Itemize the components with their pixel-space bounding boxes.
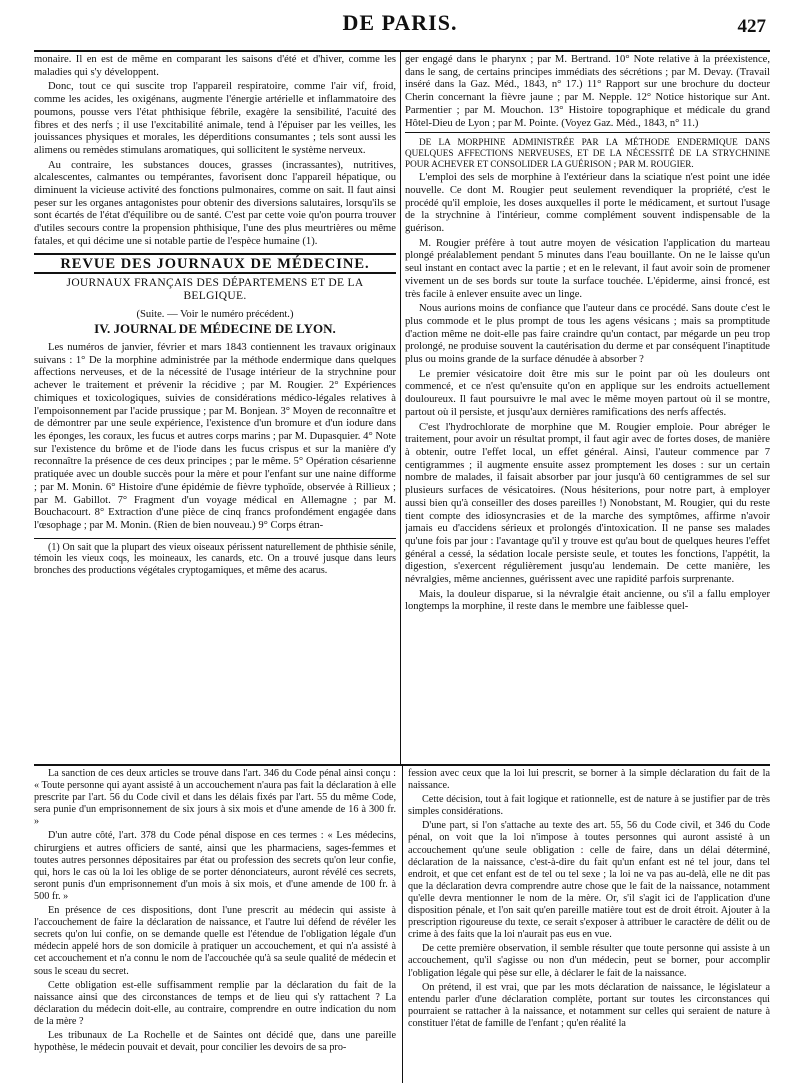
page-number: 427	[737, 16, 766, 37]
paragraph: L'emploi des sels de morphine à l'extérieur dans la sciatique n'est point une idée nouvelle. Ce dont M. Rougier peut seulement revendiquer la propriété, c'est le procédé qu'il emploie, les doses auxquelles il porte le médicament, et surtout l'usage de la strychnine à l'intérieur, comme complément souvent indispensable de la guérison.	[405, 172, 770, 235]
paragraph: M. Rougier préfère à tout autre moyen de vésication l'application du marteau plongé préalablement pendant 5 minutes dans l'eau bouillante. On ne le laisse qu'un seul instant en contact avec la partie ; et en le relevant, il faut avoir soin de promener vivement un de ses bords sur toute la surface touchée. L'épiderme, ainsi froncé, est très facile à enlever ensuite avec un linge.	[405, 237, 770, 300]
paragraph: Au contraire, les substances douces, grasses (incrassantes), nutritives, alcalescentes, calmantes ou tempérantes, favorisent donc l'appareil hépatique, ou diminuent la vicieuse activité des fonctions pulmonaires, comme on sait. Il faut ainsi peser sur les organes antagonistes pour obtenir des diversions salutaires, lorsqu'ils se sont écartés de l'état d'équilibre ou de santé. C'est par cette voie qu'on pourra trouver d'utiles secours contre la propension phthisique, l'une des plus meurtrières ou même fatales, et qui décime une si notable partie de l'espèce humaine (1).	[34, 159, 396, 247]
paragraph: Donc, tout ce qui suscite trop l'appareil respiratoire, comme l'air vif, froid, comme les acides, les oxigénans, augmente l'énergie artérielle et inflammatoire des poumons, pousse vers l'état phthisique fébrile, exagère la sensibilité, l'acuité des fibres et des nerfs ; il use l'excitabilité animale, tend à l'épuiser par les veilles, les jouissances physiques et morales, les déperditions consumantes ; tels sont aussi les alimens ou remèdes stimulans aromatiques, qui sollicitent le système nerveux.	[34, 81, 396, 156]
paragraph: Cette décision, tout à fait logique et rationnelle, est de nature à se justifier par de très simples considérations.	[408, 794, 770, 818]
paragraph: fession avec ceux que la loi lui prescrit, se borner à la simple déclaration du fait de la naissance.	[408, 768, 770, 792]
paragraph: Le premier vésicatoire doit être mis sur le point par où les douleurs ont commencé, et ce n'est qu'ensuite qu'on en applique sur les endroits actuellement douloureux. Il faut poursuivre le mal avec le même moyen partout où il se montre, partout où il persiste, et jusqu'aux dernières ramifications des nerfs affectés.	[405, 368, 770, 418]
header-rule	[34, 50, 770, 52]
right-column	[405, 54, 770, 754]
paragraph: D'une part, si l'on s'attache au texte des art. 55, 56 du Code civil, et 346 du Code pénal, on voit que la loi n'impose à toutes personnes qui auront assisté à un accouchement qu'une seule obligation : celle de faire, dans un délai déterminé, déclaration de la naissance, c'est-à-dire du fait qu'un enfant est né tel jour, dans tel endroit, et que cet enfant est de tel ou tel sexe ; la loi ne va pas au-delà, elle ne dit pas que la déclaration devra comprendre autre chose que le fait de la naissance, notamment qu'elle devra mentionner le nom de la mère. Or, s'il s'agit ici de l'application d'une disposition pénale, et l'on sait qu'en pareille matière tout est de droit étroit. Ajouter à la prescription rigoureuse du texte, ce serait s'exposer à attribuer le caractère de délit ou de crime à des faits que la loi n'aurait pas eus en vue.	[408, 820, 770, 941]
continuation-note: (Suite. — Voir le numéro précédent.)	[136, 308, 294, 320]
paragraph: En présence de ces dispositions, dont l'une prescrit au médecin qui assiste à l'accouchement de faire la déclaration de naissance, et l'autre lui défend de révéler les secrets qu'on lui confie, on se demande quelle est l'étendue de l'obligation légale d'un médecin appelé hors de son domicile à pratiquer un accouchement, et qui n'a assisté à cet accouchement et n'a connu le nom de l'accouchée qu'à sa seule qualité de médecin et sous le sceau du secret.	[34, 905, 396, 977]
column-divider	[400, 52, 401, 764]
paragraph: D'un autre côté, l'art. 378 du Code pénal dispose en ces termes : « Les médecins, chirurgiens et autres officiers de santé, ainsi que les pharmaciens, sages-femmes et toutes autres personnes dépositaires par état ou profession des secrets qu'on leur confie, qui, hors le cas où la loi les oblige de se porter dénonciateurs, auront révélé ces secrets, seront punis d'un emprisonnement d'un mois à six mois, et d'une amende de 100 fr. à 500 fr. »	[34, 830, 396, 902]
paragraph: Nous aurions moins de confiance que l'auteur dans ce procédé. Sans doute c'est le plus commode et le plus prompt de tous les agens vésicans ; mais sa promptitude d'action même ne doit-elle pas faire craindre qu'un contact, par mégarde un peu trop prolongé, ne produise souvent la cautérisation du derme et par conséquent l'inaptitude plus ou moins grande de la surface dénudée à absorber ?	[405, 303, 770, 366]
section-title-box	[34, 253, 396, 275]
paragraph: Les tribunaux de La Rochelle et de Saintes ont décidé que, dans une pareille hypothèse, le médecin pouvait et devait, pour concilier les devoirs de sa pro-	[34, 1029, 396, 1054]
journal-heading: IV. JOURNAL DE MÉDECINE DE LYON.	[94, 321, 336, 337]
section-subtitle: JOURNAUX FRANÇAIS DES DÉPARTEMENS ET DE LA BELGIQUE.	[66, 277, 364, 302]
paragraph: monaire. Il en est de même en comparant les saisons d'été et d'hiver, comme les maladies qui s'y développent.	[34, 54, 396, 78]
paragraph: Les numéros de janvier, février et mars 1843 contiennent les travaux originaux suivans : 1° De la morphine administrée par la méthode endermique dans quelques affections nerveuses, et de la nécessité de l'usage intérieur de la strychnine pour achever le traitement et prévenir la récidive ; par M. Rougier. 2° Expériences chimiques et toxicologiques, suivies de considérations médico-légales relatives à l'empoisonnement par l'acide prussique ; par M. Bonjean. 3° Moyen de reconnaître et de démontrer par une seule expérience, l'existence d'un bromure et d'un iodure dans les éponges, les coraux, les fucus et autres corps marins ; par M. Dupasquier. 4° Note sur l'existence du brôme et de l'iode dans les fucus crispus et sur la manière d'y reconnaître la présence de ces deux principes ; par le même. 5° Opération césarienne pratiquée avec un double succès pour la mère et pour l'enfant sur une naine difforme ; par M. Monin. 6° Histoire d'une épidémie de fièvre typhoïde, observée à Rillieux ; par M. Gabillot. 7° Fragment d'un voyage médical en Allemagne ; par M. Bouchacourt. 8° Extraction d'une pièce de cinq francs profondément engagée dans l'œsophage ; par M. Monin. (Rien de bien nouveau.) 9° Corps étran-	[34, 342, 396, 531]
bottom-right-column	[408, 768, 770, 1081]
footnote: (1) On sait que la plupart des vieux oiseaux périssent naturellement de phthisie sénile, témoin les vieux coqs, les moineaux, les canards, etc. On a trouvé jusque dans leurs bronches des productions végétales cryptogamiques, et même des acarus.	[34, 541, 396, 577]
paragraph: Cette obligation est-elle suffisamment remplie par la déclaration du fait de la naissance ainsi que des circonstances de temps et de lieu qui s'y rattachent ? La déclaration du médecin doit-elle, au contraire, comprendre en outre indication du nom de la mère ?	[34, 979, 396, 1027]
column-divider-bottom	[402, 766, 403, 1083]
page-header-title: DE PARIS.	[342, 10, 458, 35]
paragraph: Mais, la douleur disparue, si la névralgie était ancienne, ou s'il a fallu employer longtemps la morphine, il reste dans le membre une faiblesse quel-	[405, 588, 770, 613]
footnote-rule	[34, 538, 396, 539]
paragraph: De cette première observation, il semble résulter que toute personne qui assiste à un accouchement, qu'il s'agisse ou non d'un médecin, peut se borner, pour accomplir l'obligation légale qui pèse sur elle, à déclarer le fait de la naissance.	[408, 943, 770, 979]
section-title: REVUE DES JOURNAUX DE MÉDECINE.	[60, 255, 370, 272]
paragraph: ger engagé dans le pharynx ; par M. Bertrand. 10° Note relative à la préexistence, dans le sang, de certains principes immédiats des sécrétions ; par M. Devay. (Travail inséré dans la Gaz. Méd., 1843, n° 17.) 11° Rapport sur une brochure du docteur Cherin concernant la fièvre jaune ; par M. Nepple. 12° Notice historique sur Ant. Parmentier ; par M. Mouchon. 13° Histoire topographique et médicale du grand Hôtel-Dieu de Lyon ; par M. Pointe. (Voyez Gaz. Méd., 1843, n° 11.)	[405, 54, 770, 129]
article-title: DE LA MORPHINE ADMINISTRÉE PAR LA MÉTHODE ENDERMIQUE DANS QUELQUES AFFECTIONS NERVEUSES, ET DE LA NÉCESSITÉ DE LA STRYCHNINE POUR ACHEVER ET CONSOLIDER LA GUÉRISON ; PAR M. ROUGIER.	[405, 132, 770, 170]
paragraph: La sanction de ces deux articles se trouve dans l'art. 346 du Code pénal ainsi conçu : « Toute personne qui ayant assisté à un accouchement n'aura pas fait la déclaration à elle prescrite par l'art. 56 du Code civil et dans les délais fixés par l'art. 55 du même Code, sera punie d'un emprisonnement de six jours à six mois et d'une amende de 16 à 300 fr. »	[34, 768, 396, 828]
paragraph: On prétend, il est vrai, que par les mots déclaration de naissance, le législateur a entendu parler d'une déclaration complète, portant sur toutes les circonstances qui pourraient se rattacher à la naissance, et notamment sur celles qui seraient de nature à constituer l'état de famille de l'enfant ; qu'en réalité la	[408, 981, 770, 1029]
left-column	[34, 54, 396, 754]
bottom-left-column	[34, 768, 396, 1081]
paragraph: C'est l'hydrochlorate de morphine que M. Rougier emploie. Pour abréger le traitement, pour avoir un résultat prompt, il faut agir avec de fortes doses, de manière à obtenir, outre l'effet local, un effet général. Ainsi, l'auteur commence par 7 centigrammes ; il augmente ensuite assez promptement les doses : sur un certain nombre de malades, il faisait absorber par jour jusqu'à 60 centigrammes de sel sur plusieurs surfaces de vésicatoires. (Nous hésiterions, pour notre part, à employer aussi bien qu'à conseiller des doses pareilles !) Nonobstant, M. Rougier, qui du reste tient compte des idiosyncrasies et de la marche des symptômes, affirme n'avoir jamais eu d'accidens sérieux et prolongés d'intoxication. Il ne panse ses malades qu'une fois par jour : l'avantage qu'il y trouve est qu'au bout de quelques heures l'effet général a cessé, la sédation locale persiste seule, et toutes les fonctions, l'appétit, la digestion, s'exercent régulièrement jusqu'au lendemain. De cette manière, les névralgies, même anciennes, guérissent avec une rapidité parfois surprenante.	[405, 421, 770, 586]
